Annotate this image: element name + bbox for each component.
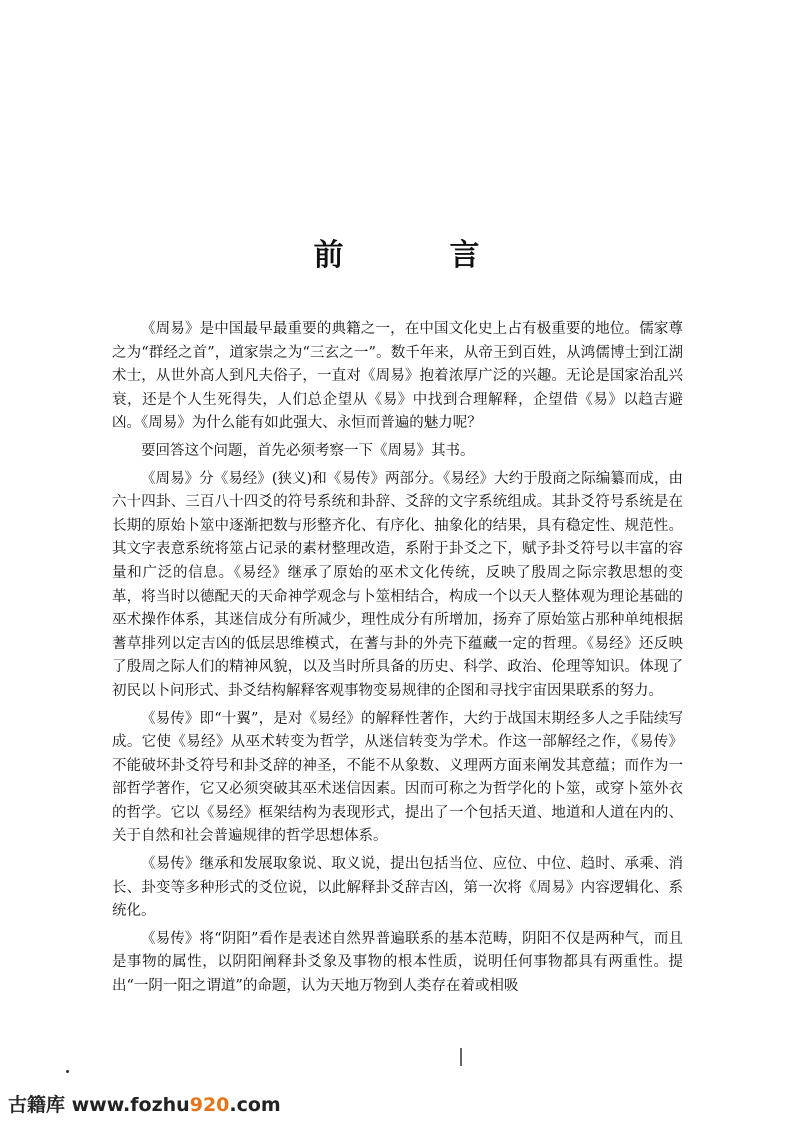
preface-body — [112, 318, 683, 999]
paragraph-6: 《易传》将“阴阳”看作是表述自然界普遍联系的基本范畴，阴阳不仅是两种气，而且是事物的属性，以阴阳阐释卦爻象及事物的根本性质，说明任何事物都具有两重性。提出“一阴一阳之谓道”的命题，认为天地万物到人类存在着或相吸 — [112, 930, 683, 995]
scan-speck — [66, 1070, 69, 1073]
watermark-number: 920 — [189, 1094, 230, 1116]
paragraph-3: 《周易》分《易经》(狭义)和《易传》两部分。《易经》大约于殷商之际编纂而成，由六十四卦、三百八十四爻的符号系统和卦辞、爻辞的文字系统组成。其卦爻符号系统是在长期的原始卜筮中逐渐把数与形整齐化、有序化、抽象化的结果，具有稳定性、规范性。其文字表意系统将筮占记录的素材整理改造，系附于卦爻之下，赋予卦爻符号以丰富的容量和广泛的信息。《易经》继承了原始的巫术文化传统，反映了殷周之际宗教思想的变革，将当时以德配天的天命神学观念与卜筮相结合，构成一个以天人整体观为理论基础的巫术操作体系，其迷信成分有所减少，理性成分有所增加，扬弃了原始筮占那种单纯根据蓍草排列以定吉凶的低层思维模式，在蓍与卦的外壳下蕴藏一定的哲理。《易经》还反映了殷周之际人们的精神风貌，以及当时所具备的历史、科学、政治、伦理等知识。体现了初民以卜问形式、卦爻结构解释客观事物变易规律的企图和寻找宇宙因果联系的努力。 — [112, 470, 683, 699]
watermark-suffix: .com — [229, 1094, 281, 1116]
paragraph-1: 《周易》是中国最早最重要的典籍之一，在中国文化史上占有极重要的地位。儒家尊之为“群经之首”，道家崇之为“三玄之一”。数千年来，从帝王到百姓，从鸿儒博士到江湖术士，从世外高人到凡夫俗子，一直对《周易》抱着浓厚广泛的兴趣。无论是国家治乱兴衰，还是个人生死得失，人们总企望从《易》中找到合理解释，企望借《易》以趋吉避凶。《周易》为什么能有如此强大、永恒而普遍的魅力呢？ — [112, 321, 683, 432]
page-title: 前 言 — [313, 238, 518, 273]
paragraph-4: 《易传》即“十翼”，是对《易经》的解释性著作，大约于战国末期经多人之手陆续写成。它使《易经》从巫术转变为哲学，从迷信转变为学术。作这一部解经之作，《易传》不能破坏卦爻符号和卦爻辞的神圣，不能不从象数、义理两方面来阐发其意蕴；而作为一部哲学著作，它又必须突破其巫术迷信因素。因而可称之为哲学化的卜筮，或穿卜筮外衣的哲学。它以《易经》框架结构为表现形式，提出了一个包括天道、地道和人道在内的、关于自然和社会普遍规律的哲学思想体系。 — [112, 710, 683, 845]
watermark-prefix: 古籍库 www.fozhu — [8, 1094, 190, 1116]
scan-mark — [460, 1048, 462, 1066]
paragraph-2: 要回答这个问题，首先必须考察一下《周易》其书。 — [141, 442, 475, 459]
paragraph-5: 《易传》继承和发展取象说、取义说，提出包括当位、应位、中位、趋时、承乘、消长、卦变等多种形式的爻位说，以此解释卦爻辞吉凶，第一次将《周易》内容逻辑化、系统化。 — [112, 856, 683, 920]
site-watermark — [8, 1090, 281, 1117]
